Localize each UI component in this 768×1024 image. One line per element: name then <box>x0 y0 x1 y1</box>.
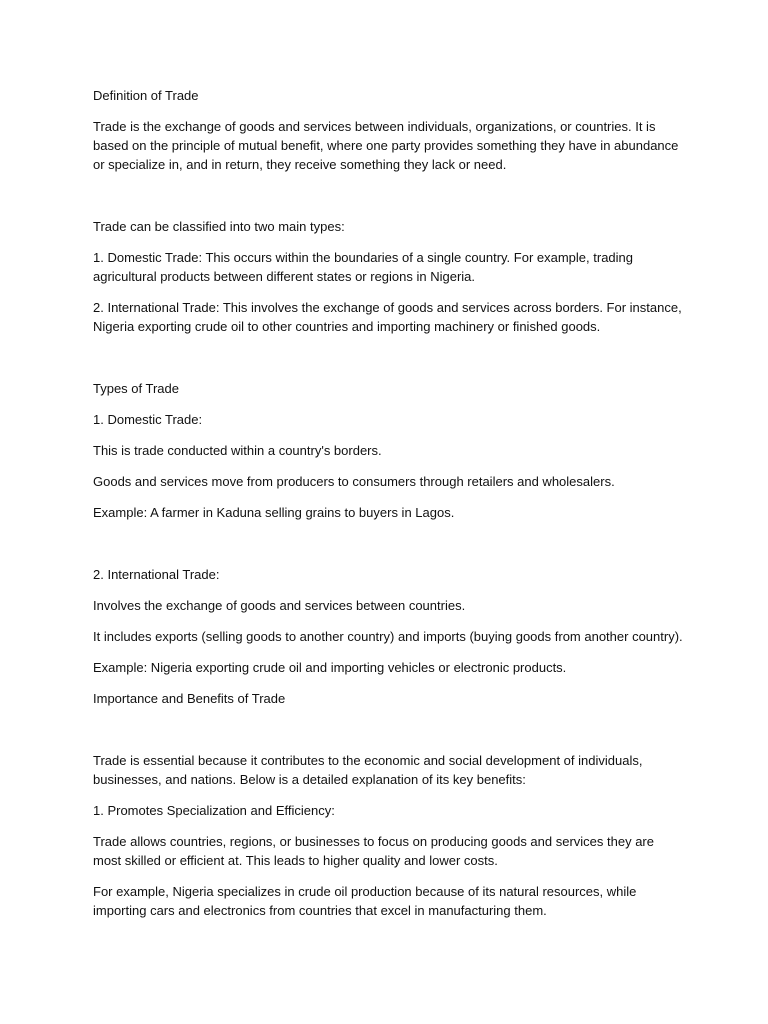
paragraph-classification-intro: Trade can be classified into two main types: <box>93 219 345 234</box>
document-body <box>93 86 683 932</box>
paragraph-international-trade: 2. International Trade: This involves the exchange of goods and services across borders. For instance, Nigeria exporting crude oil to other countries and importing machinery or finished goods. <box>93 300 682 334</box>
blank-line <box>93 348 683 379</box>
paragraph-domestic-trade: 1. Domestic Trade: This occurs within the boundaries of a single country. For example, trading agricultural products between different states or regions in Nigeria. <box>93 250 634 284</box>
heading-importance-benefits: Importance and Benefits of Trade <box>93 691 286 706</box>
paragraph-specialization: Trade allows countries, regions, or businesses to focus on producing goods and services they are most skilled or efficient at. This leads to higher quality and lower costs. <box>93 834 654 868</box>
heading-types-of-trade: Types of Trade <box>93 381 179 396</box>
paragraph-trade-definition: Trade is the exchange of goods and services between individuals, organizations, or countries. It is based on the principle of mutual benefit, where one party provides something they have in abundance or specialize in, and in return, they receive something they lack or need. <box>93 119 679 172</box>
paragraph-international-definition: Involves the exchange of goods and services between countries. <box>93 598 466 613</box>
paragraph-importance-intro: Trade is essential because it contributes to the economic and social development of individuals, businesses, and nations. Below is a detailed explanation of its key benefits: <box>93 753 643 787</box>
paragraph-domestic-definition: This is trade conducted within a country's borders. <box>93 443 382 458</box>
subheading-domestic-trade: 1. Domestic Trade: <box>93 412 203 427</box>
subheading-specialization: 1. Promotes Specialization and Efficiency: <box>93 803 335 818</box>
paragraph-domestic-example: Example: A farmer in Kaduna selling grains to buyers in Lagos. <box>93 505 455 520</box>
paragraph-domestic-flow: Goods and services move from producers to consumers through retailers and wholesalers. <box>93 474 615 489</box>
paragraph-international-example: Example: Nigeria exporting crude oil and importing vehicles or electronic products. <box>93 660 567 675</box>
subheading-international-trade: 2. International Trade: <box>93 567 220 582</box>
heading-definition-of-trade: Definition of Trade <box>93 88 199 103</box>
paragraph-specialization-example: For example, Nigeria specializes in crude oil production because of its natural resources, while importing cars and electronics from countries that excel in manufacturing them. <box>93 884 637 918</box>
paragraph-exports-imports: It includes exports (selling goods to another country) and imports (buying goods from another country). <box>93 629 683 644</box>
blank-line <box>93 534 683 565</box>
blank-line <box>93 720 683 751</box>
blank-line <box>93 186 683 217</box>
